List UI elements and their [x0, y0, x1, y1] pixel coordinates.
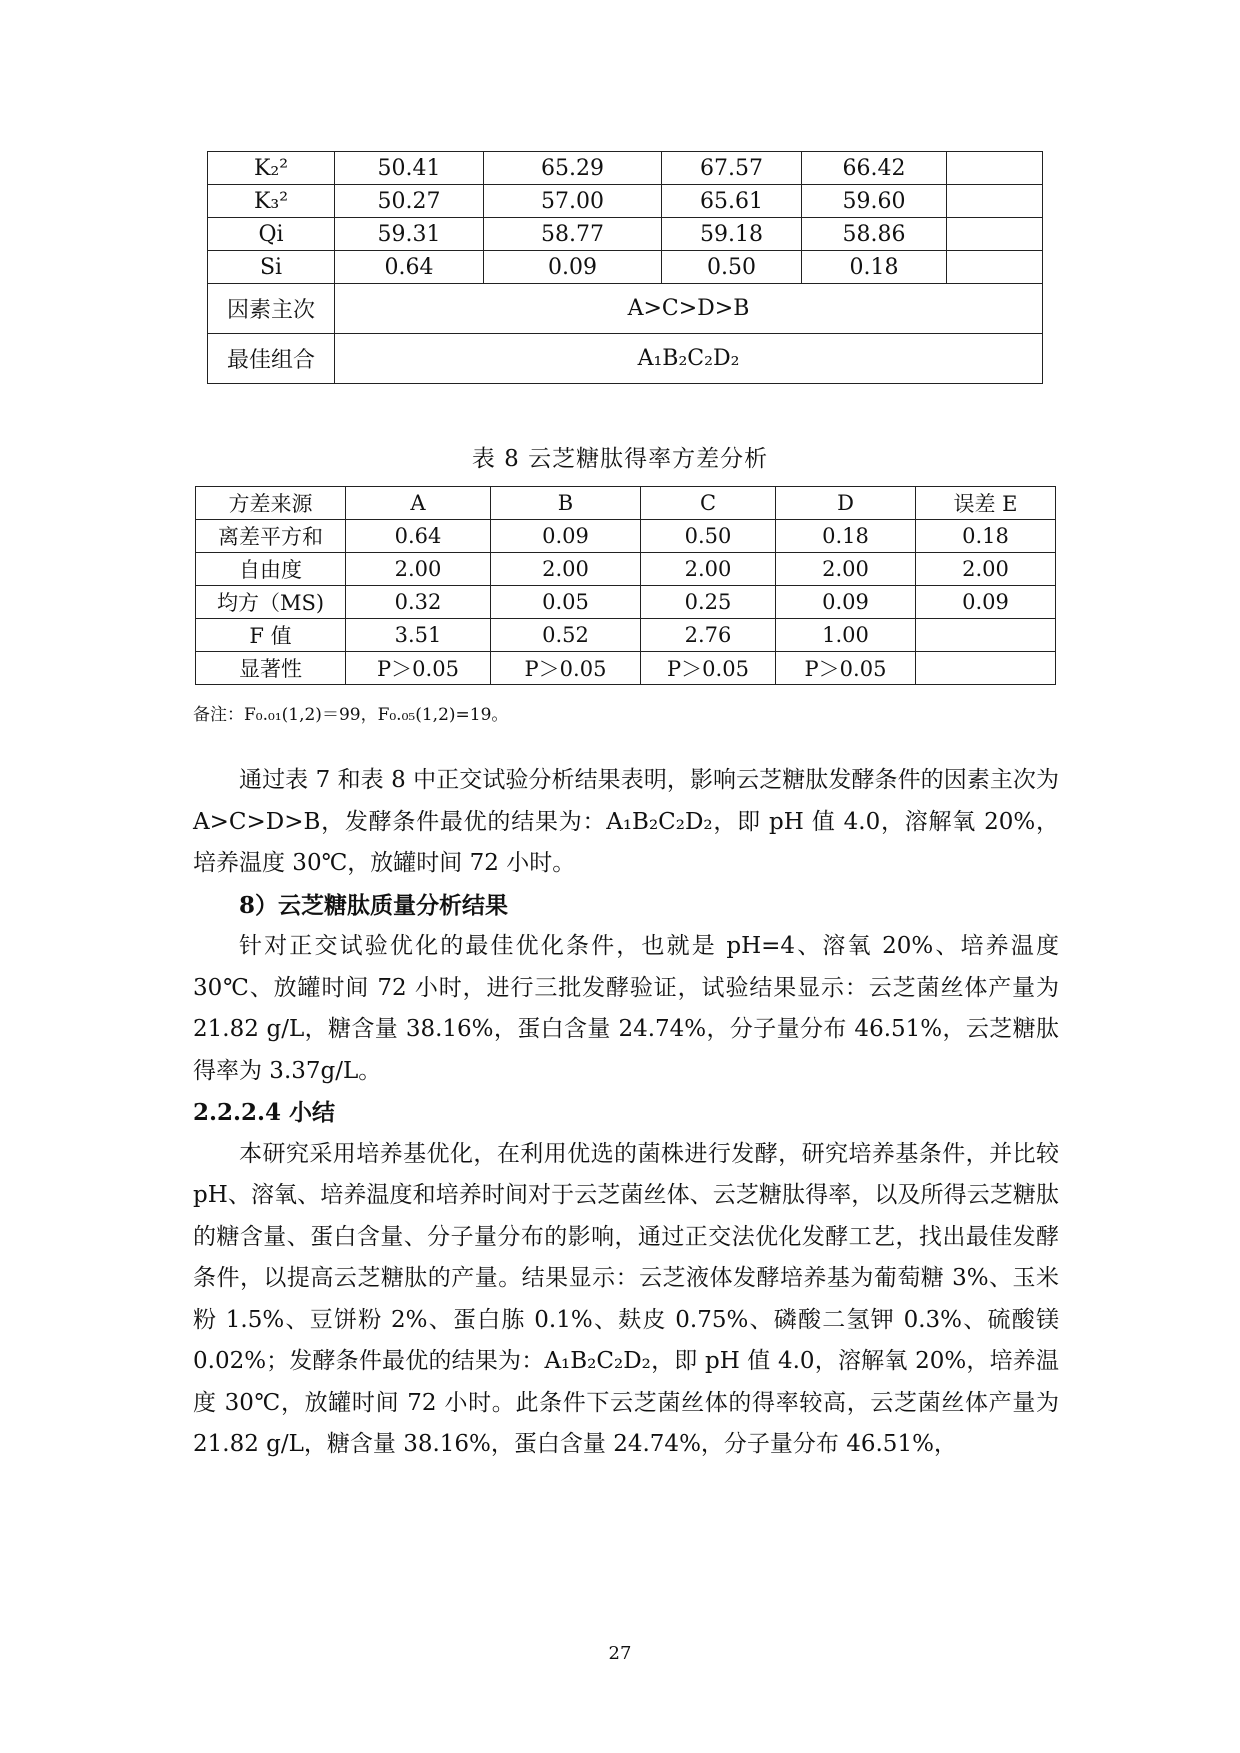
table-cell	[947, 152, 1043, 185]
table-cell: 66.42	[802, 152, 947, 185]
table-cell: 65.29	[484, 152, 662, 185]
paragraph: 针对正交试验优化的最佳优化条件，也就是 pH=4、溶氧 20%、培养温度 30℃、放罐时间 72 小时，进行三批发酵验证，试验结果显示：云芝菌丝体产量为 21.82 g/L，糖含量 38.16%，蛋白含量 24.74%，分子量分布 46.51%，云芝糖肽得率为 3.37g/L。	[193, 933, 1059, 1084]
table-row	[208, 284, 1043, 334]
table-cell: 58.86	[802, 218, 947, 251]
table-row	[196, 553, 1056, 586]
section-heading: 8）云芝糖肽质量分析结果	[239, 891, 509, 919]
column-header: 方差来源	[196, 487, 346, 520]
table-cell	[947, 185, 1043, 218]
table-cell: 0.32	[346, 586, 491, 619]
table-cell	[947, 218, 1043, 251]
table-cell: 0.18	[802, 251, 947, 284]
best-combo-value: A₁B₂C₂D₂	[335, 334, 1043, 384]
factor-order-value: A>C>D>B	[335, 284, 1043, 334]
table-cell: P＞0.05	[641, 652, 776, 685]
table-cell: 2.00	[491, 553, 641, 586]
table-row	[208, 218, 1043, 251]
table-cell	[916, 652, 1056, 685]
table-cell: 2.00	[346, 553, 491, 586]
row-label: 离差平方和	[196, 520, 346, 553]
table-row	[196, 652, 1056, 685]
table-cell: 2.76	[641, 619, 776, 652]
table-row	[196, 619, 1056, 652]
row-label: K₂²	[208, 152, 335, 185]
table-cell: 0.09	[484, 251, 662, 284]
column-header: A	[346, 487, 491, 520]
row-label: K₃²	[208, 185, 335, 218]
table-cell: 65.61	[662, 185, 802, 218]
table-row	[208, 152, 1043, 185]
table-cell: 1.00	[776, 619, 916, 652]
column-header: D	[776, 487, 916, 520]
table-cell: 0.18	[916, 520, 1056, 553]
table-cell: 2.00	[776, 553, 916, 586]
row-label: 均方（MS)	[196, 586, 346, 619]
column-header: 误差 E	[916, 487, 1056, 520]
page-number: 27	[608, 1643, 632, 1664]
row-label: F 值	[196, 619, 346, 652]
body-text	[193, 760, 1059, 1466]
section-heading: 2.2.2.4 小结	[193, 1099, 336, 1126]
table-cell: 0.18	[776, 520, 916, 553]
table-cell: 50.27	[335, 185, 484, 218]
table-row	[196, 520, 1056, 553]
row-label: 因素主次	[208, 284, 335, 334]
row-label: 显著性	[196, 652, 346, 685]
table-cell: 57.00	[484, 185, 662, 218]
table-cell: P＞0.05	[346, 652, 491, 685]
table-8-note: 备注：F₀.₀₁(1,2)＝99，F₀.₀₅(1,2)=19。	[193, 705, 509, 725]
table-cell: 0.64	[335, 251, 484, 284]
table-cell: 0.64	[346, 520, 491, 553]
table-row	[196, 586, 1056, 619]
row-label: 自由度	[196, 553, 346, 586]
table-cell: 0.09	[916, 586, 1056, 619]
table-cell: 0.05	[491, 586, 641, 619]
column-header: C	[641, 487, 776, 520]
table-cell: 2.00	[641, 553, 776, 586]
table-cell: 50.41	[335, 152, 484, 185]
paragraph: 本研究采用培养基优化，在利用优选的菌株进行发酵，研究培养基条件，并比较 pH、溶氧、培养温度和培养时间对于云芝菌丝体、云芝糖肽得率，以及所得云芝糖肽的糖含量、蛋白含量、分子量分布的影响，通过正交法优化发酵工艺，找出最佳发酵条件，以提高云芝糖肽的产量。结果显示：云芝液体发酵培养基为葡萄糖 3%、玉米粉 1.5%、豆饼粉 2%、蛋白胨 0.1%、麸皮 0.75%、磷酸二氢钾 0.3%、硫酸镁 0.02%；发酵条件最优的结果为：A₁B₂C₂D₂，即 pH 值 4.0，溶解氧 20%，培养温度 30℃，放罐时间 72 小时。此条件下云芝菌丝体的得率较高，云芝菌丝体产量为 21.82 g/L，糖含量 38.16%，蛋白含量 24.74%，分子量分布 46.51%，	[193, 1140, 1059, 1457]
paragraph: 通过表 7 和表 8 中正交试验分析结果表明，影响云芝糖肽发酵条件的因素主次为 A>C>D>B，发酵条件最优的结果为：A₁B₂C₂D₂，即 pH 值 4.0，溶解氧 20%，培养温度 30℃，放罐时间 72 小时。	[193, 767, 1059, 876]
row-label: Qi	[208, 218, 335, 251]
table-cell: P＞0.05	[491, 652, 641, 685]
table-7-continued	[207, 151, 1043, 384]
table-cell: 0.25	[641, 586, 776, 619]
table-cell: 0.50	[641, 520, 776, 553]
table-cell: 59.31	[335, 218, 484, 251]
table-cell: 59.60	[802, 185, 947, 218]
table-cell: 58.77	[484, 218, 662, 251]
table-cell	[916, 619, 1056, 652]
row-label: Si	[208, 251, 335, 284]
table-cell: 59.18	[662, 218, 802, 251]
table-cell: 0.09	[776, 586, 916, 619]
table-row	[208, 185, 1043, 218]
table-cell: 67.57	[662, 152, 802, 185]
table-cell: 0.50	[662, 251, 802, 284]
table-cell: 0.09	[491, 520, 641, 553]
table-cell: 0.52	[491, 619, 641, 652]
row-label: 最佳组合	[208, 334, 335, 384]
table-cell	[947, 251, 1043, 284]
table-cell: 2.00	[916, 553, 1056, 586]
table-header-row	[196, 487, 1056, 520]
column-header: B	[491, 487, 641, 520]
table-row	[208, 251, 1043, 284]
table-cell: 3.51	[346, 619, 491, 652]
table-row	[208, 334, 1043, 384]
table-cell: P＞0.05	[776, 652, 916, 685]
table-8-caption: 表 8 云芝糖肽得率方差分析	[471, 446, 769, 472]
table-8	[195, 486, 1056, 685]
